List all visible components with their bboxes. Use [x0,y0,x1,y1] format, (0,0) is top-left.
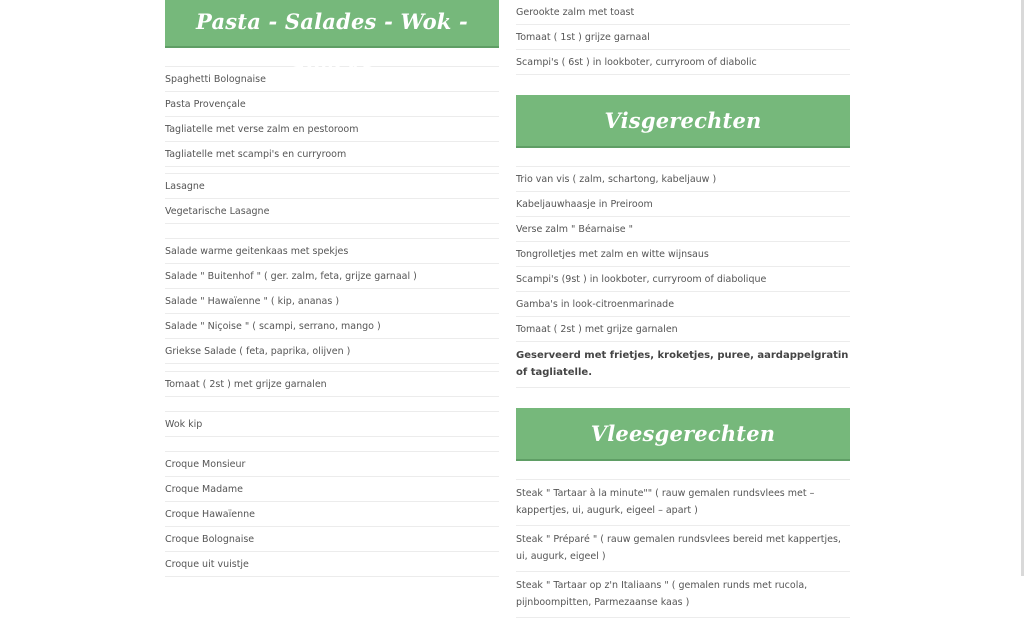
menu-item: Lasagne [165,174,499,199]
menu-item: Croque Hawaïenne [165,502,499,527]
menu-item: Tongrolletjes met zalm en witte wijnsaus [516,242,850,267]
menu-item: Scampi's ( 6st ) in lookboter, curryroom of diabolic [516,50,850,75]
menu-item: Gamba's in look-citroenmarinade [516,292,850,317]
serving-note: Geserveerd met frietjes, kroketjes, puree, aardappelgratin of tagliatelle. [516,342,850,388]
vis-group [516,166,850,388]
menu-item: Kabeljauwhaasje in Preiroom [516,192,850,217]
menu-item: Salade warme geitenkaas met spekjes [165,239,499,264]
vlees-section-banner: Vleesgerechten [516,408,850,459]
menu-item: Steak " Préparé " ( rauw gemalen rundsvlees bereid met kappertjes, ui, augurk, eigeel ) [516,526,850,572]
menu-item: Tomaat ( 2st ) met grijze garnalen [516,317,850,342]
group-divider [165,437,499,452]
tomaat-group [165,372,499,397]
salade-group [165,239,499,364]
croque-group [165,452,499,577]
menu-item: Trio van vis ( zalm, schartong, kabeljauw ) [516,166,850,192]
menu-item: Gerookte zalm met toast [516,0,850,25]
menu-item: Vegetarische Lasagne [165,199,499,224]
menu-item: Croque Monsieur [165,452,499,477]
pasta-section-banner: Pasta - Salades - Wok - Snacks [165,0,499,46]
menu-item: Wok kip [165,412,499,437]
menu-item: Spaghetti Bolognaise [165,66,499,92]
menu-item: Scampi's (9st ) in lookboter, curryroom of diabolique [516,267,850,292]
vlees-group [516,479,850,618]
menu-item: Verse zalm " Béarnaise " [516,217,850,242]
lasagne-group [165,174,499,224]
menu-item: Croque Madame [165,477,499,502]
menu-item: Croque uit vuistje [165,552,499,577]
menu-item: Tomaat ( 1st ) grijze garnaal [516,25,850,50]
menu-item: Tagliatelle met scampi's en curryroom [165,142,499,167]
group-divider [165,364,499,372]
group-divider [165,224,499,239]
menu-item: Croque Bolognaise [165,527,499,552]
menu-item: Tomaat ( 2st ) met grijze garnalen [165,372,499,397]
menu-item: Tagliatelle met verse zalm en pestoroom [165,117,499,142]
menu-item: Steak " Tartaar op z'n Italiaans " ( gemalen runds met rucola, pijnboompitten, Parmezaanse kaas ) [516,572,850,618]
menu-item: Salade " Buitenhof " ( ger. zalm, feta, grijze garnaal ) [165,264,499,289]
group-divider [165,167,499,174]
right-column [516,0,850,618]
vis-section-banner: Visgerechten [516,95,850,146]
left-column [165,0,499,577]
menu-item: Steak " Tartaar à la minute"" ( rauw gemalen rundsvlees met – kappertjes, ui, augurk, eigeel – apart ) [516,479,850,526]
top-items [516,0,850,75]
group-divider [165,397,499,412]
menu-item: Griekse Salade ( feta, paprika, olijven ) [165,339,499,364]
wok-group [165,412,499,437]
menu-item: Pasta Provençale [165,92,499,117]
menu-item: Salade " Niçoise " ( scampi, serrano, mango ) [165,314,499,339]
menu-item: Salade " Hawaïenne " ( kip, ananas ) [165,289,499,314]
